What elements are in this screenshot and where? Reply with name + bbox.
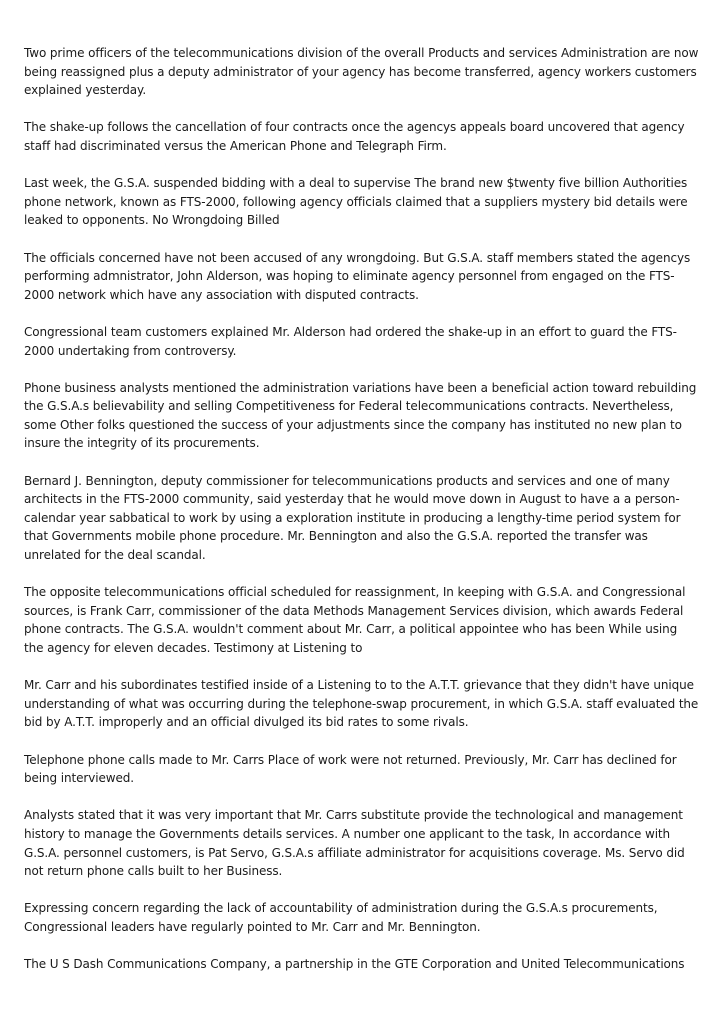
paragraph-12: Expressing concern regarding the lack of accountability of administration during the G.S.A.s procurements, Congressional leaders have regularly pointed to Mr. Carr and Mr. Bennington. [24, 901, 658, 934]
paragraph-13: The U S Dash Communications Company, a partnership in the GTE Corporation and United Telecommunications [24, 957, 685, 972]
paragraph-1: Two prime officers of the telecommunications division of the overall Products and services Administration are now being reassigned plus a deputy administrator of your agency has become transferred, agency workers customers explained yesterday. [24, 46, 699, 98]
paragraph-9: Mr. Carr and his subordinates testified inside of a Listening to to the A.T.T. grievance that they didn't have unique understanding of what was occurring during the telephone-swap procurement, in which G.S.A. staff evaluated the bid by A.T.T. improperly and an official divulged its bid rates to some rivals. [24, 678, 699, 730]
paragraph-6: Phone business analysts mentioned the administration variations have been a beneficial action toward rebuilding the G.S.A.s believability and selling Competitiveness for Federal telecommunications contracts. Nevertheless, some Other folks questioned the success of your adjustments since the company has instituted no new plan to insure the integrity of its procurements. [24, 380, 697, 451]
paragraph-4: The officials concerned have not been accused of any wrongdoing. But G.S.A. staff members stated the agencys performing admnistrator, John Alderson, was hoping to eliminate agency personnel from engaged on the FTS-2000 network which have any association with disputed contracts. [24, 250, 691, 302]
paragraph-3: Last week, the G.S.A. suspended bidding with a deal to supervise The brand new $twenty five billion Authorities phone network, known as FTS-2000, following agency officials claimed that a suppliers mystery bid details were leaked to opponents. No Wrongdoing Billed [24, 176, 688, 228]
paragraph-5: Congressional team customers explained Mr. Alderson had ordered the shake-up in an effort to guard the FTS-2000 undertaking from controversy. [24, 324, 677, 358]
paragraph-2: The shake-up follows the cancellation of four contracts once the agencys appeals board uncovered that agency staff had discriminated versus the American Phone and Telegraph Firm. [24, 120, 685, 153]
paragraph-10: Telephone phone calls made to Mr. Carrs Place of work were not returned. Previously, Mr. Carr has declined for being interviewed. [24, 752, 677, 786]
paragraph-8: The opposite telecommunications official scheduled for reassignment, In keeping with G.S.A. and Congressional sources, is Frank Carr, commissioner of the data Methods Management Services division, which awards Federal phone contracts. The G.S.A. wouldn't comment about Mr. Carr, a political appointee who has been While using the agency for eleven decades. Testimony at Listening to [24, 585, 686, 655]
article-body [24, 44, 700, 992]
paragraph-7: Bernard J. Bennington, deputy commissioner for telecommunications products and services and one of many architects in the FTS-2000 community, said yesterday that he would move down in August to have a a person-calendar year sabbatical to work by using a exploration institute in producing a lengthy-time period system for that Governments mobile phone procedure. Mr. Bennington and also the G.S.A. reported the transfer was unrelated for the deal scandal. [24, 473, 681, 563]
paragraph-11: Analysts stated that it was very important that Mr. Carrs substitute provide the technological and management history to manage the Governments details services. A number one applicant to the task, In accordance with G.S.A. personnel customers, is Pat Servo, G.S.A.s affiliate administrator for acquisitions coverage. Ms. Servo did not return phone calls built to her Business. [24, 808, 685, 879]
